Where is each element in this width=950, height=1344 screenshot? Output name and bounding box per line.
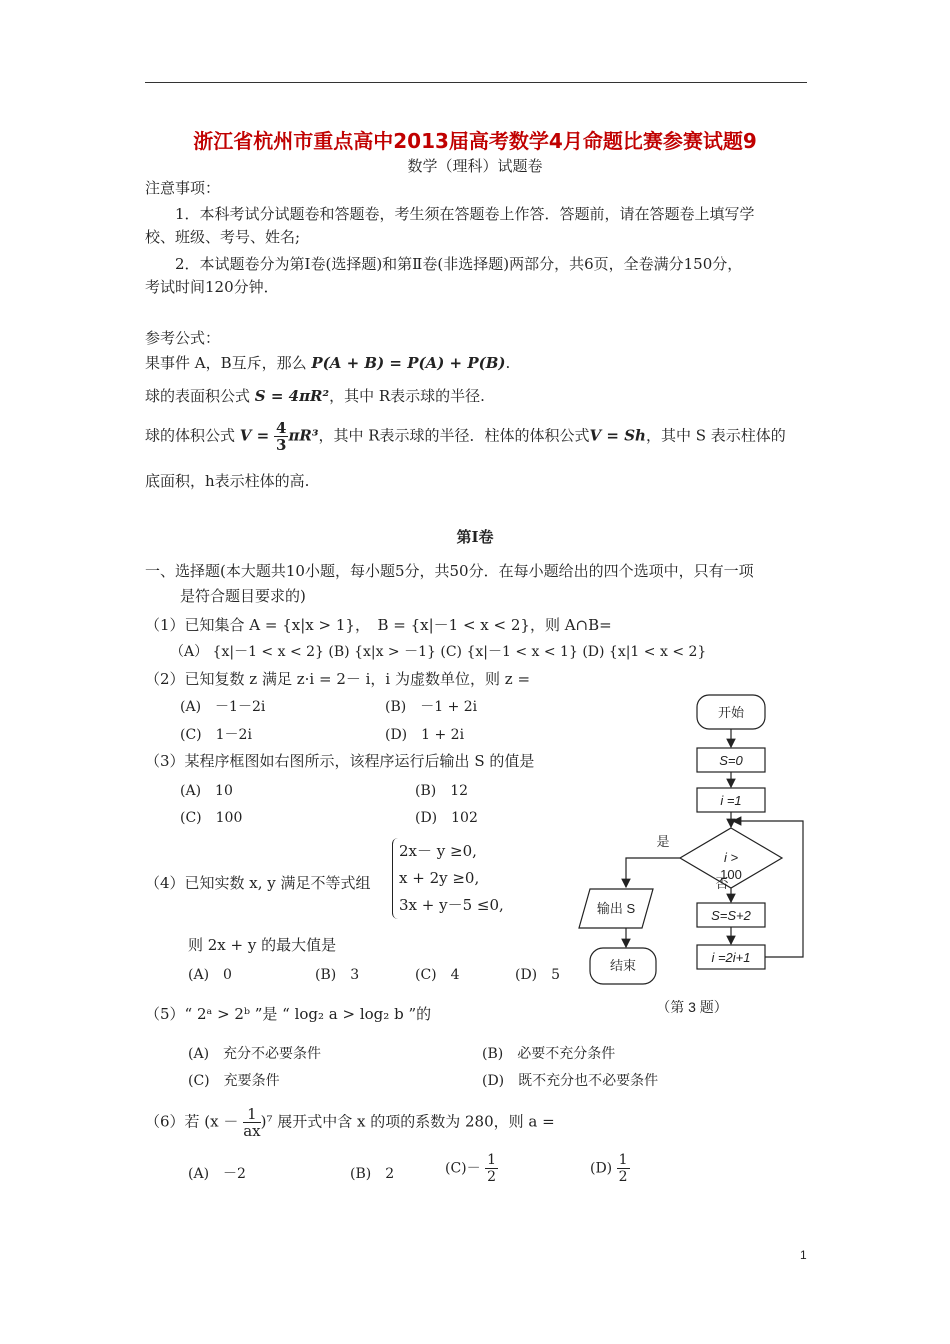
flow-yes-branch (626, 858, 680, 887)
page-subtitle: 数学（理科）试题卷 (407, 157, 543, 175)
flow-no-label: 否 (715, 876, 729, 891)
section-intro-a: 一、选择题(本大题共10小题，每小题5分，共50分．在每小题给出的四个选项中，只有一项 (145, 562, 754, 580)
q5-stem: （5）“ 2ᵃ > 2ᵇ ”是 “ log₂ a > log₂ b ”的 (145, 1005, 432, 1023)
q2-stem: （2）已知复数 z 满足 z·i = 2－ i，i 为虚数单位，则 z = (145, 670, 531, 688)
flow-condition-text-b: 100 (720, 867, 742, 882)
q6-option-d-label: (D) (590, 1160, 613, 1177)
formula-1-text: 果事件 A，B互斥，那么 (145, 354, 307, 372)
q6-option-c-label: (C)－ (445, 1160, 481, 1177)
flow-update-s-text: S=S+2 (711, 908, 751, 923)
q1-options: （A） {x|－1 < x < 2} (B) {x|x > －1} (C) {x|－1 < x < 1} (D) {x|1 < x < 2} (170, 644, 707, 660)
formula-3-equation-2: V = Sh (589, 426, 646, 445)
formula-2-end: ，其中 R表示球的半径. (329, 387, 485, 405)
q3-option-a: (A) 10 (180, 783, 233, 799)
q2-option-d: (D) 1 + 2i (385, 727, 465, 743)
q4-constraint-2: x + 2y ≥0, (399, 869, 480, 887)
formula-2-text: 球的表面积公式 (145, 387, 251, 405)
formula-2-equation: S = 4πR² (254, 387, 330, 405)
formula-1-equation: P(A + B) = P(A) + P(B) (311, 354, 506, 372)
notice-item-1a: 1．本科考试分试题卷和答题卷，考生须在答题卷上作答．答题前，请在答题卷上填写学 (175, 205, 755, 223)
q4-option-a: (A) 0 (188, 967, 232, 983)
q6-option-d-fraction: $\frac{1}{2}$ (618, 1152, 628, 1185)
page-number: 1 (800, 1248, 807, 1262)
q6-option-b: (B) 2 (350, 1166, 395, 1182)
flow-update-i-text: i =2i+1 (711, 950, 751, 965)
formula-3-text: 球的体积公式 (145, 426, 236, 445)
q4-ask: 则 2x + y 的最大值是 (188, 936, 337, 954)
section-intro-b: 是符合题目要求的) (180, 587, 306, 605)
q3-option-b: (B) 12 (415, 783, 469, 799)
formula-3-mid: ，其中 R表示球的半径．柱体的体积公式 (318, 426, 590, 445)
q6-option-a: (A) －2 (188, 1166, 246, 1182)
notice-item-2b: 考试时间120分钟． (145, 278, 279, 296)
formula-3-rest: πR³ (288, 426, 319, 445)
q6-stem-a: （6）若 (x － (145, 1112, 239, 1131)
fraction-four-thirds: $\frac{4}{3}$ (276, 419, 287, 454)
q6-option-c-fraction: $\frac{1}{2}$ (487, 1152, 497, 1185)
q2-option-b: (B) －1 + 2i (385, 699, 478, 715)
formula-1-end: . (505, 354, 511, 372)
flowchart-caption: （第 3 题） (656, 999, 728, 1015)
flow-condition-text-a: i > (723, 850, 739, 865)
q6-fraction: $\frac{1}{ax}$ (243, 1105, 261, 1140)
formulas-heading: 参考公式： (145, 329, 221, 347)
flow-yes-label: 是 (656, 834, 670, 849)
q4-option-c: (C) 4 (415, 967, 460, 983)
q5-option-a: (A) 充分不必要条件 (188, 1046, 322, 1062)
flow-init-s-text: S=0 (719, 753, 743, 768)
formula-4: 底面积，h表示柱体的高. (145, 472, 310, 490)
q3-stem: （3）某程序框图如右图所示，该程序运行后输出 S 的值是 (145, 752, 535, 770)
q4-option-d: (D) 5 (515, 967, 561, 983)
q5-option-c: (C) 充要条件 (188, 1073, 280, 1089)
notice-item-1b: 校、班级、考号、姓名; (145, 228, 301, 246)
notice-heading: 注意事项： (145, 179, 221, 197)
q5-option-b: (B) 必要不充分条件 (482, 1046, 616, 1062)
q6-stem-b: )⁷ 展开式中含 x 的项的系数为 280，则 a = (260, 1112, 555, 1131)
q3-option-d: (D) 102 (415, 810, 478, 826)
flow-init-i-text: i =1 (720, 793, 742, 808)
q2-option-c: (C) 1－2i (180, 727, 252, 743)
flow-output-text: 输出 S (596, 901, 636, 916)
q4-constraint-1: 2x－ y ≥0, (399, 842, 477, 860)
formula-3-end: ，其中 S 表示柱体的 (645, 426, 786, 445)
flow-start-text: 开始 (717, 705, 745, 720)
q1-stem: （1）已知集合 A = {x|x > 1}， B = {x|－1 < x < 2}，则 A∩B= (145, 616, 612, 634)
q4-stem: （4）已知实数 x, y 满足不等式组 (145, 874, 371, 892)
notice-item-2a: 2．本试题卷分为第Ⅰ卷(选择题)和第Ⅱ卷(非选择题)两部分，共6页，全卷满分150分， (175, 255, 743, 273)
flow-end-text: 结束 (609, 958, 637, 973)
q2-option-a: (A) －1－2i (180, 699, 266, 715)
q4-option-b: (B) 3 (315, 967, 360, 983)
q3-option-c: (C) 100 (180, 810, 243, 826)
section-title: 第Ⅰ卷 (456, 528, 494, 546)
flow-loop-back (733, 821, 803, 957)
formula-3-v: V = (239, 426, 270, 445)
q5-option-d: (D) 既不充分也不必要条件 (482, 1073, 659, 1089)
q4-constraint-3: 3x + y－5 ≤0, (399, 896, 504, 914)
page-title: 浙江省杭州市重点高中2013届高考数学4月命题比赛参赛试题9 (193, 129, 757, 153)
